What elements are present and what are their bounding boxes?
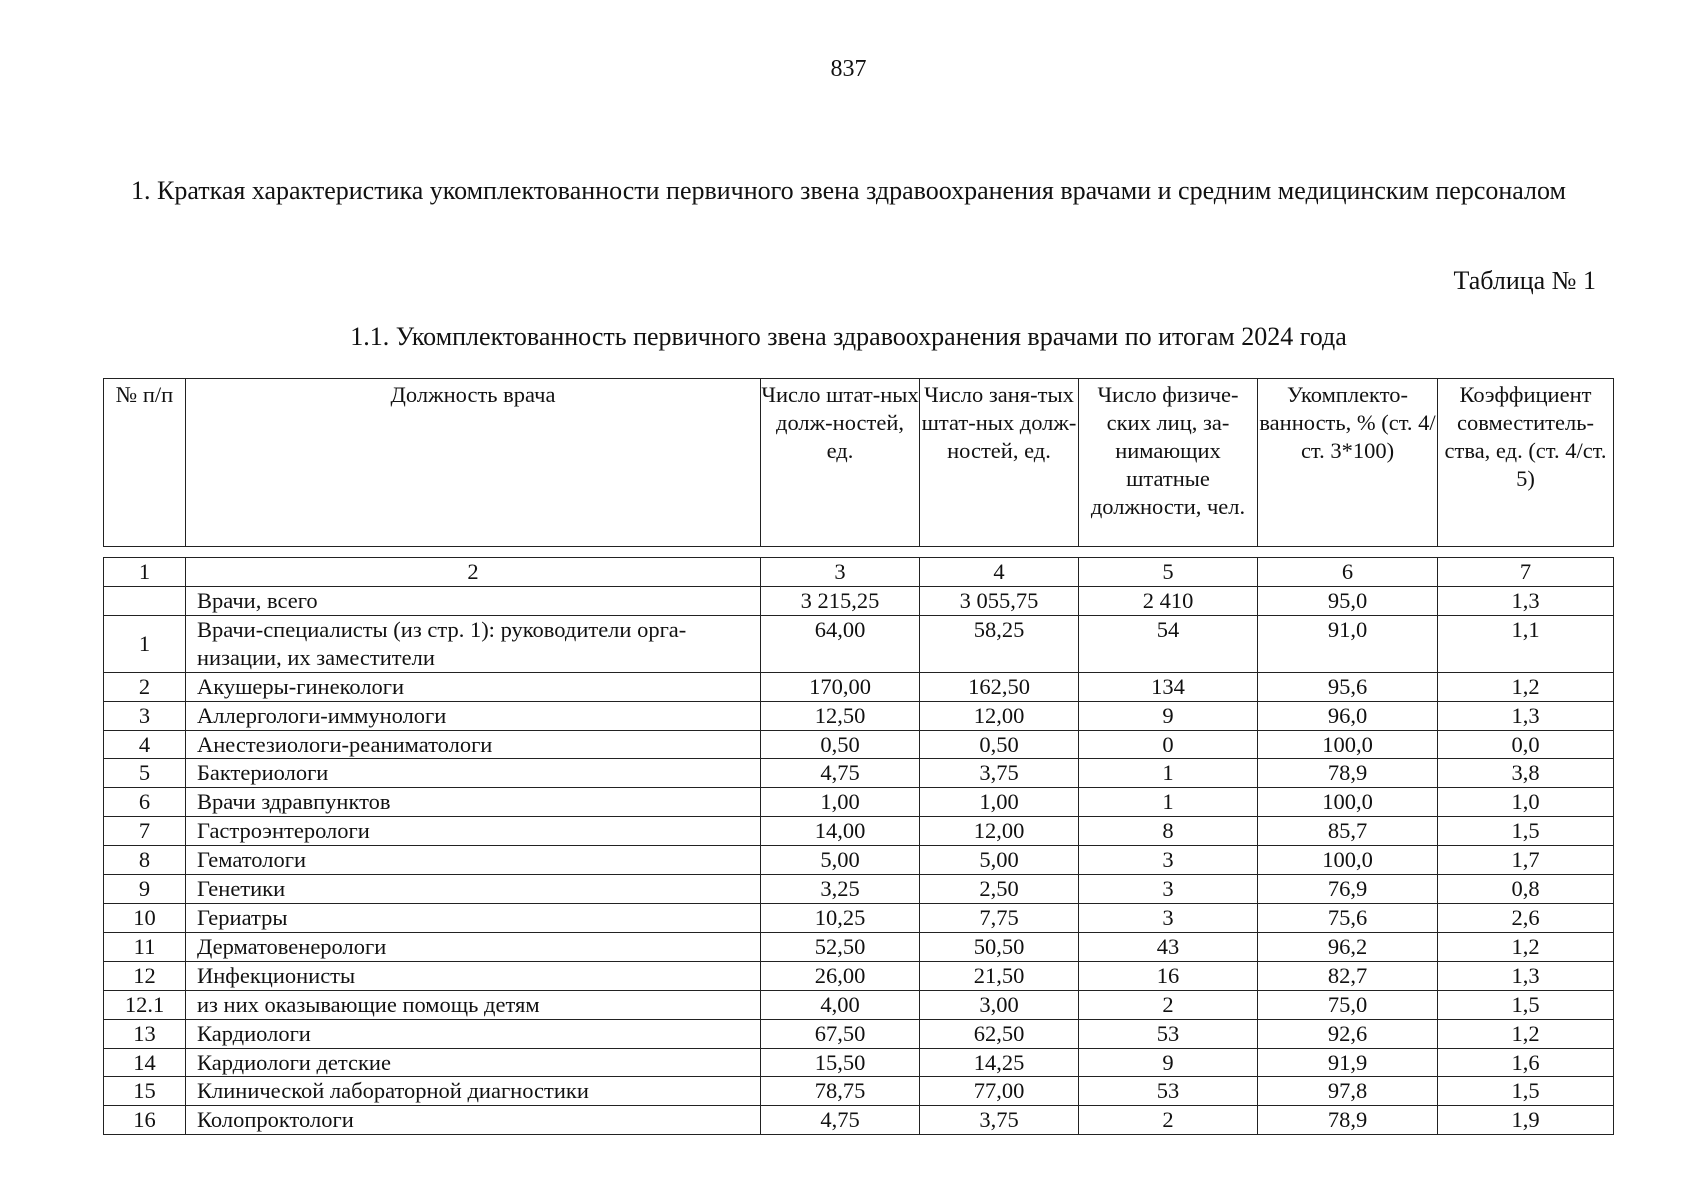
- position-name: Генетики: [186, 875, 761, 904]
- staffing-table: [103, 557, 1614, 1135]
- combination-coefficient: 1,1: [1438, 615, 1614, 672]
- occupied-positions: 58,25: [920, 615, 1079, 672]
- table-row: [104, 615, 1614, 672]
- combination-coefficient: 1,3: [1438, 701, 1614, 730]
- row-number: 1: [104, 615, 186, 672]
- header-staffing-percent: Укомплекто-ванность, % (ст. 4/ ст. 3*100): [1258, 379, 1438, 547]
- row-number: 12: [104, 961, 186, 990]
- individuals: 3: [1079, 875, 1258, 904]
- staff-positions: 52,50: [761, 932, 920, 961]
- combination-coefficient: 1,5: [1438, 1077, 1614, 1106]
- staffing-percent: 75,0: [1258, 990, 1438, 1019]
- position-name: Колопроктологи: [186, 1106, 761, 1135]
- table-subtitle: 1.1. Укомплектованность первичного звена здравоохранения врачами по итогам 2024 года: [350, 322, 1347, 351]
- individuals: 134: [1079, 672, 1258, 701]
- staff-positions: 15,50: [761, 1048, 920, 1077]
- header-position: Должность врача: [186, 379, 761, 547]
- row-number: 15: [104, 1077, 186, 1106]
- combination-coefficient: 1,3: [1438, 587, 1614, 616]
- individuals: 0: [1079, 730, 1258, 759]
- row-number: 11: [104, 932, 186, 961]
- staff-positions: 5,00: [761, 846, 920, 875]
- staff-positions: 3 215,25: [761, 587, 920, 616]
- row-number: 10: [104, 903, 186, 932]
- individuals: 2 410: [1079, 587, 1258, 616]
- row-number: 3: [104, 701, 186, 730]
- staffing-percent: 95,0: [1258, 587, 1438, 616]
- row-number: 5: [104, 759, 186, 788]
- combination-coefficient: 1,3: [1438, 961, 1614, 990]
- occupied-positions: 3 055,75: [920, 587, 1079, 616]
- combination-coefficient: 1,5: [1438, 990, 1614, 1019]
- header-number: № п/п: [104, 379, 186, 547]
- position-name: Бактериологи: [186, 759, 761, 788]
- table-row: [104, 990, 1614, 1019]
- header-staff-positions: Число штат-ных долж-ностей, ед.: [761, 379, 920, 547]
- table-row: [104, 730, 1614, 759]
- individuals: 53: [1079, 1077, 1258, 1106]
- occupied-positions: 0,50: [920, 730, 1079, 759]
- table-label: Таблица № 1: [1453, 266, 1596, 295]
- occupied-positions: 12,00: [920, 817, 1079, 846]
- row-number: 8: [104, 846, 186, 875]
- table-row: [104, 759, 1614, 788]
- staffing-percent: 85,7: [1258, 817, 1438, 846]
- position-name: Дерматовенерологи: [186, 932, 761, 961]
- table-row: [104, 1019, 1614, 1048]
- position-name: Инфекционисты: [186, 961, 761, 990]
- staff-positions: 12,50: [761, 701, 920, 730]
- occupied-positions: 3,75: [920, 1106, 1079, 1135]
- individuals: 53: [1079, 1019, 1258, 1048]
- occupied-positions: 162,50: [920, 672, 1079, 701]
- staffing-percent: 100,0: [1258, 788, 1438, 817]
- staffing-percent: 91,9: [1258, 1048, 1438, 1077]
- staffing-percent: 78,9: [1258, 1106, 1438, 1135]
- row-number: 2: [104, 672, 186, 701]
- combination-coefficient: 2,6: [1438, 903, 1614, 932]
- column-number: 6: [1258, 558, 1438, 587]
- occupied-positions: 1,00: [920, 788, 1079, 817]
- column-number: 2: [186, 558, 761, 587]
- staff-positions: 14,00: [761, 817, 920, 846]
- individuals: 43: [1079, 932, 1258, 961]
- individuals: 1: [1079, 788, 1258, 817]
- individuals: 3: [1079, 846, 1258, 875]
- position-name: Клинической лабораторной диагностики: [186, 1077, 761, 1106]
- header-occupied-positions: Число заня-тых штат-ных долж-ностей, ед.: [920, 379, 1079, 547]
- position-name: Гериатры: [186, 903, 761, 932]
- individuals: 8: [1079, 817, 1258, 846]
- staff-positions: 64,00: [761, 615, 920, 672]
- column-numbers-row: [104, 558, 1614, 587]
- staffing-percent: 95,6: [1258, 672, 1438, 701]
- position-name: Акушеры-гинекологи: [186, 672, 761, 701]
- header-combination-coefficient: Коэффициент совместитель-ства, ед. (ст. 4/ст. 5): [1438, 379, 1614, 547]
- staff-positions: 10,25: [761, 903, 920, 932]
- occupied-positions: 12,00: [920, 701, 1079, 730]
- row-number: 4: [104, 730, 186, 759]
- column-number: 3: [761, 558, 920, 587]
- staffing-percent: 100,0: [1258, 730, 1438, 759]
- combination-coefficient: 1,0: [1438, 788, 1614, 817]
- row-number: 7: [104, 817, 186, 846]
- position-name: Кардиологи детские: [186, 1048, 761, 1077]
- table-row: [104, 701, 1614, 730]
- occupied-positions: 5,00: [920, 846, 1079, 875]
- row-number: 14: [104, 1048, 186, 1077]
- occupied-positions: 14,25: [920, 1048, 1079, 1077]
- table-row: [104, 875, 1614, 904]
- occupied-positions: 3,75: [920, 759, 1079, 788]
- table-header: [103, 378, 1614, 547]
- header-individuals: Число физиче-ских лиц, за-нимающих штатные должности, чел.: [1079, 379, 1258, 547]
- occupied-positions: 2,50: [920, 875, 1079, 904]
- individuals: 3: [1079, 903, 1258, 932]
- combination-coefficient: 1,6: [1438, 1048, 1614, 1077]
- table-row: [104, 1106, 1614, 1135]
- staffing-percent: 78,9: [1258, 759, 1438, 788]
- combination-coefficient: 1,9: [1438, 1106, 1614, 1135]
- individuals: 2: [1079, 1106, 1258, 1135]
- row-number: [104, 587, 186, 616]
- staff-positions: 4,75: [761, 759, 920, 788]
- section-title: 1. Краткая характеристика укомплектованности первичного звена здравоохранения врачами и средним медицинским персоналом: [131, 176, 1566, 205]
- column-number: 4: [920, 558, 1079, 587]
- occupied-positions: 3,00: [920, 990, 1079, 1019]
- position-name: Кардиологи: [186, 1019, 761, 1048]
- staff-positions: 4,00: [761, 990, 920, 1019]
- combination-coefficient: 0,0: [1438, 730, 1614, 759]
- combination-coefficient: 1,7: [1438, 846, 1614, 875]
- staff-positions: 1,00: [761, 788, 920, 817]
- position-name: Анестезиологи-реаниматологи: [186, 730, 761, 759]
- staff-positions: 3,25: [761, 875, 920, 904]
- staffing-percent: 91,0: [1258, 615, 1438, 672]
- individuals: 1: [1079, 759, 1258, 788]
- combination-coefficient: 0,8: [1438, 875, 1614, 904]
- position-name: Врачи-специалисты (из стр. 1): руководители орга-низации, их заместители: [186, 615, 761, 672]
- table-row: [104, 932, 1614, 961]
- table-row: [104, 817, 1614, 846]
- staffing-percent: 97,8: [1258, 1077, 1438, 1106]
- combination-coefficient: 1,2: [1438, 1019, 1614, 1048]
- occupied-positions: 62,50: [920, 1019, 1079, 1048]
- staff-positions: 4,75: [761, 1106, 920, 1135]
- column-number: 1: [104, 558, 186, 587]
- table-row: [104, 846, 1614, 875]
- row-number: 12.1: [104, 990, 186, 1019]
- table-row: [104, 961, 1614, 990]
- position-name: Врачи, всего: [186, 587, 761, 616]
- staff-positions: 0,50: [761, 730, 920, 759]
- table-row: [104, 788, 1614, 817]
- position-name: Гематологи: [186, 846, 761, 875]
- row-number: 13: [104, 1019, 186, 1048]
- staff-positions: 78,75: [761, 1077, 920, 1106]
- individuals: 9: [1079, 701, 1258, 730]
- position-name: Аллергологи-иммунологи: [186, 701, 761, 730]
- combination-coefficient: 3,8: [1438, 759, 1614, 788]
- combination-coefficient: 1,2: [1438, 672, 1614, 701]
- staffing-percent: 96,2: [1258, 932, 1438, 961]
- table-row: [104, 672, 1614, 701]
- occupied-positions: 77,00: [920, 1077, 1079, 1106]
- staffing-percent: 92,6: [1258, 1019, 1438, 1048]
- occupied-positions: 50,50: [920, 932, 1079, 961]
- staff-positions: 67,50: [761, 1019, 920, 1048]
- staffing-percent: 75,6: [1258, 903, 1438, 932]
- individuals: 9: [1079, 1048, 1258, 1077]
- position-name: Гастроэнтерологи: [186, 817, 761, 846]
- combination-coefficient: 1,2: [1438, 932, 1614, 961]
- page-number: 837: [830, 56, 867, 82]
- staffing-percent: 82,7: [1258, 961, 1438, 990]
- row-number: 9: [104, 875, 186, 904]
- occupied-positions: 7,75: [920, 903, 1079, 932]
- table-row: [104, 587, 1614, 616]
- row-number: 16: [104, 1106, 186, 1135]
- staffing-percent: 96,0: [1258, 701, 1438, 730]
- position-name: Врачи здравпунктов: [186, 788, 761, 817]
- staff-positions: 170,00: [761, 672, 920, 701]
- table-row: [104, 1048, 1614, 1077]
- column-number: 5: [1079, 558, 1258, 587]
- individuals: 2: [1079, 990, 1258, 1019]
- individuals: 54: [1079, 615, 1258, 672]
- individuals: 16: [1079, 961, 1258, 990]
- staffing-percent: 100,0: [1258, 846, 1438, 875]
- combination-coefficient: 1,5: [1438, 817, 1614, 846]
- table-row: [104, 903, 1614, 932]
- occupied-positions: 21,50: [920, 961, 1079, 990]
- column-number: 7: [1438, 558, 1614, 587]
- position-name: из них оказывающие помощь детям: [186, 990, 761, 1019]
- staffing-percent: 76,9: [1258, 875, 1438, 904]
- staff-positions: 26,00: [761, 961, 920, 990]
- table-row: [104, 1077, 1614, 1106]
- row-number: 6: [104, 788, 186, 817]
